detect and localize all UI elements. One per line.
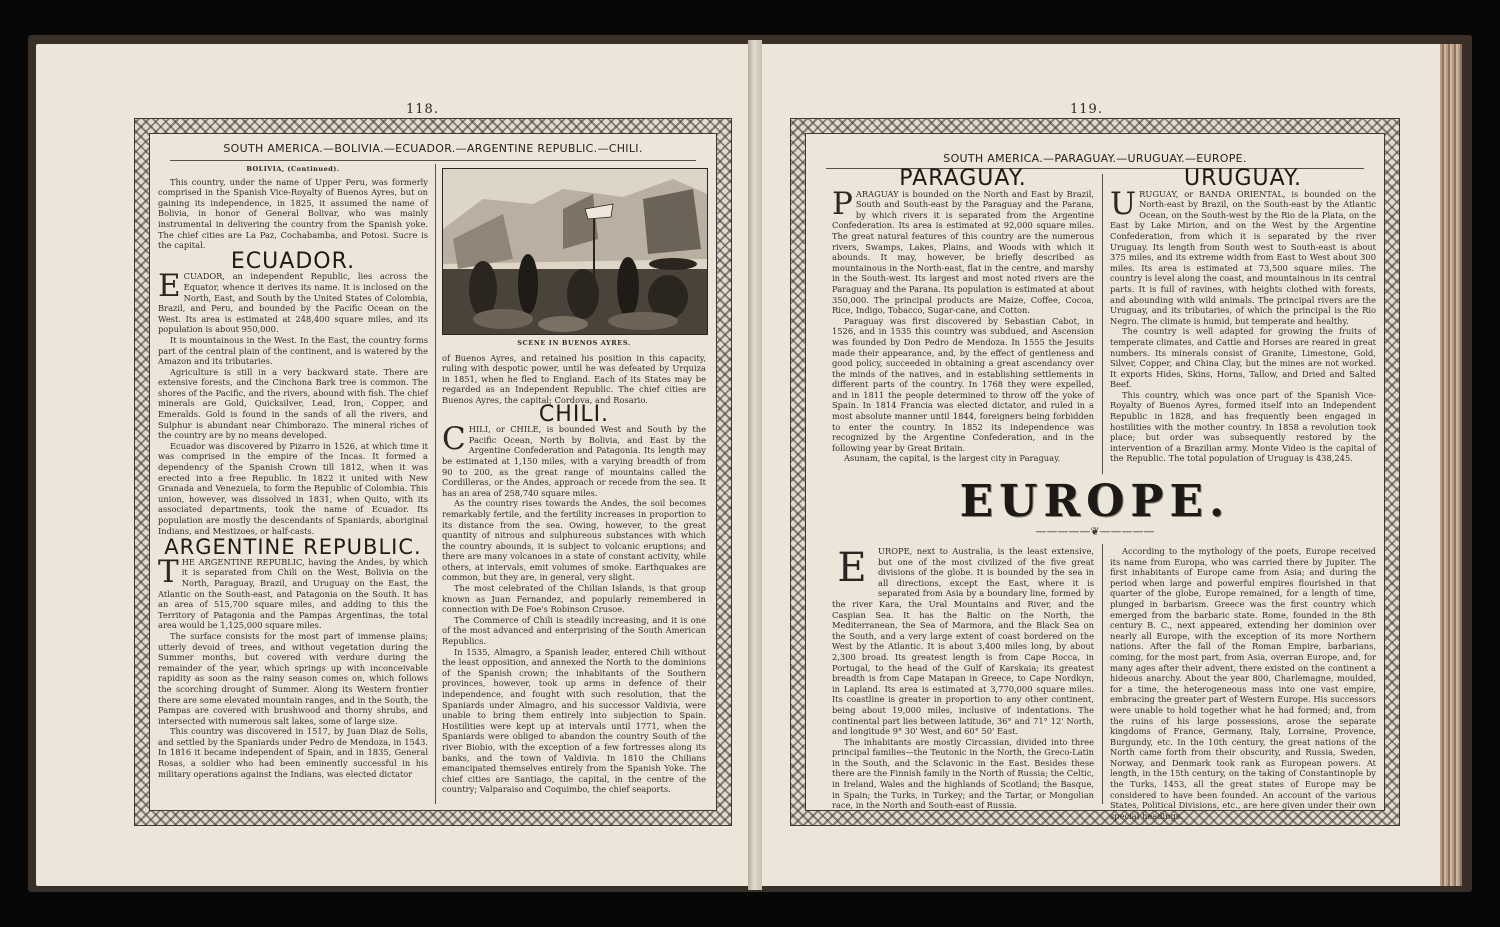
uruguay-column: [1110, 166, 1376, 464]
europe-paragraph-2: The inhabitants are mostly Circassian, divided into three principal families—the Teutonic in the North, the Greco-Latin in the South, and the Sclavonic in the East. Besides these there are the Finnish family in the North of Russia; the Celtic, in Ireland, Wales and the highlands of Scotland; the Basque, in Spain; the Turks, in Turkey; and the Tartar, or Mongolian race, in the North and South-east of Russia.: [832, 736, 1094, 811]
europe-paragraph-3: According to the mythology of the poets, Europe received its name from Europa, who was carried there by Jupiter. The first inhabitants of Europe came from Asia; and during the period when large and powerful empires flourished in that quarter of the globe, Europe remained, for a length of time, plunged in barbarism. Greece was the first country which emerged from the barbaric state. Rome, founded in the 8th century B. C., next appeared, extending her dominion over nearly all Europe, with the exception of its more Northern nations. After the fall of the Roman Empire, barbarians, coming, for the most part, from Asia, overran Europe, and, for many ages after their advent, there existed on the continent a hideous anarchy. About the year 800, Charlemagne, moulded, for a time, the heterogeneous mass into one vast empire, embracing the greater part of Western Europe. His successors were unable to hold together what he had formed; and, from the ruins of his large possessions, arose the separate kingdoms of France, Germany, Italy, Lorraine, Provence, Burgundy, etc. In the 10th century, the great nations of the North came forth from their obscurity, and Russia, Sweden, Norway, and Denmark took rank as European powers. At length, in the 15th century, on the taking of Constantinople by the Turks, 1453, all the great states of Europe may be considered to have been founded. An account of the various States, Political Divisions, etc., are here given under their own special headings.: [1110, 546, 1376, 821]
engraving-caption: SCENE IN BUENOS AYRES.: [517, 339, 631, 347]
paraguay-heading: PARAGUAY.: [899, 166, 1027, 191]
paraguay-text-1: ARAGUAY is bounded on the North and East by Brazil, South and South-east by the Paraguay and the Parana, by which rivers it is separated from the Argentine Confederation. Its area is estimated at 92,000 square miles. The great natural features of this country are the numerous rivers, Swamps, Lakes, Plains, and Woods with which it abounds. It may, however, be briefly described as mountainous in the North-east, flat in the centre, and marshy in the South-west. Its largest and most noted rivers are the Paraguay and the Parana. Its population is estimated at about 350,000. The principal products are Maize, Coffee, Cocoa, Rice, Indigo, Tobacco, Sugar-cane, and Cotton.: [832, 188, 1094, 316]
argentine-paragraph-2: The surface consists for the most part of immense plains; utterly devoid of trees, and without vegetation during the Summer months, but covered with verdure during the remainder of the year, which springs up with inconceivable rapidity as soon as the rainy season comes on, which follows the scorching drought of Summer. Along its Western frontier there are some elevated mountain ranges, and in the South, the Pampas are covered with brushwood and thorny shrubs, and intersected with numerous salt lakes, some of large size.: [158, 630, 428, 726]
engraving-illustration: [443, 169, 707, 334]
chili-paragraph-3: The most celebrated of the Chilian Islands, is that group known as Juan Fernandez, and popularly remembered in connection with De Foe's Robinson Crusoe.: [442, 583, 706, 615]
paraguay-column: [832, 166, 1094, 464]
ornament-divider: —————❦—————: [1035, 525, 1155, 538]
uruguay-text-1: RUGUAY, or BANDA ORIENTAL, is bounded on the North-east by Brazil, on the South-east by the Atlantic Ocean, on the South-west by the Rio de la Plata, on the East by Lake Mirion, and on the West by the Argentine Confederation, from which it is separated by the river Uruguay. Its length from South west to South-east is about 375 miles, and its extreme width from East to West about 300 miles. Its area is estimated at 73,500 square miles. The country is level along the coast, and mountainous in its central parts. It is full of ravines, with heights clothed with forests, and abounding with wild animals. The principal rivers are the Uruguay, and its tributaries, of which the principal is the Rio Negro. The climate is humid, but temperate and healthy.: [1110, 188, 1376, 326]
europe-heading: EUROPE.: [959, 476, 1231, 527]
paraguay-paragraph-1: [832, 185, 1094, 316]
page-edges: [1440, 44, 1462, 886]
chili-heading: CHILI.: [538, 401, 610, 427]
argentine-paragraph-3: This country was discovered in 1517, by Juan Diaz de Solis, and settled by the Spaniards under Pedro de Mendoza, in 1543. In 1816 it became independent of Spain, and in 1835, General Rosas, a soldier who had been eminently successful in his military operations against the Indians, was elected dictator: [158, 726, 428, 779]
ornament-icon: ❦: [1090, 525, 1100, 538]
left-column-2: [442, 168, 706, 795]
right-content-panel: [805, 133, 1385, 821]
page-number-left: 118.: [406, 102, 439, 117]
column-divider-right-bottom: [1102, 544, 1103, 804]
left-content-panel: [149, 133, 717, 811]
ecuador-paragraph-2: It is mountainous in the West. In the East, the country forms part of the central plain of the continent, and is watered by the Amazon and its tributaries.: [158, 334, 428, 367]
paraguay-paragraph-2: Paraguay was first discovered by Sebastian Cabot, in 1526, and in 1535 this country was subdued, and Ascension was founded by Don Pedro de Mendoza. In 1555 the Jesuits made their appearance, and, by the effect of gentleness and good policy, succeeded in obtaining a great ascendancy over the minds of the natives, and in establishing settlements in different parts of the country. In 1768 they were expelled, and in 1811 the people determined to throw off the yoke of Spain. In 1814 Francia was elected dictator, and ruled in a most absolute manner until 1844, foreigners being forbidden to enter the country. In 1852 its independence was recognized by the Argentine Confederation, and in the following year by Great Britain.: [832, 315, 1094, 453]
argentine-paragraph-1: [158, 553, 428, 631]
book-gutter: [748, 40, 762, 890]
europe-text-1: UROPE, next to Australia, is the least extensive, but one of the most civilized of the five great divisions of the globe. It is bounded by the sea in all directions, except the East, where it is separated from Asia by a boundary line, formed by the river Kara, the Ural Mountains and River, and the Caspian Sea. It has the Baltic on the North, the Mediterranean, the Sea of Marmora, and the Black Sea on the South, and a very large extent of coast bordered on the West by the Atlantic. It is about 3,400 miles long, by about 2,300 broad. Its greatest length is from Cape Rocca, in Portugal, to the head of the Gulf of Karskaia; its greatest breadth is from Cape Matapan in Greece, to Cape Nordkyn, in Lapland. Its area is estimated at 3,770,000 square miles. Its coastline is greater in proportion to any other continent, being about 19,000 miles, inclusive of indentations. The continental part lies between latitude, 36° and 71° 12' North, and longitude 9° 30' West, and 60° 50' East.: [832, 546, 1094, 737]
chili-paragraph-4: The Commerce of Chili is steadily increasing, and it is one of the most advanced and enterprising of the South American Republics.: [442, 614, 706, 647]
bolivia-paragraph: This country, under the name of Upper Peru, was formerly comprised in the Spanish Vice-Royalty of Buenos Ayres, but on gaining its independence, in 1825, it assumed the name of Bolivia, in honor of General Bolivar, who was mainly instrumental in delivering the country from the Spanish yoke. The chief cities are La Paz, Cochabamba, and Potosi. Sucre is the capital.: [158, 176, 428, 251]
chili-text-1: HILI, or CHILE, is bounded West and South by the Pacific Ocean, North by Bolivia, and East by the Argentine Confederation and Patagonia. Its length may be estimated at 1,150 miles, with a varying breadth of from 90 to 200, as the great range of mountains called the Cordilleras, or the Andes, approach or recede from the sea. It has an area of 258,740 square miles.: [442, 424, 706, 498]
left-running-header: SOUTH AMERICA.—BOLIVIA.—ECUADOR.—ARGENTINE REPUBLIC.—CHILI.: [223, 142, 643, 155]
paraguay-paragraph-3: Asunam, the capital, is the largest city in Paraguay.: [844, 453, 1061, 464]
uruguay-dropcap: U: [1110, 185, 1137, 222]
uruguay-paragraph-1: [1110, 185, 1376, 327]
chili-paragraph-5: In 1535, Almagro, a Spanish leader, entered Chili without the least opposition, and annexed the North to the dominions of the Spanish crown; the inhabitants of the Southern provinces, however, took up arms in defence of their independence, and fought with such resolution, that the Spaniards under Almagro, and his successor Valdivia, were unable to bring them entirely into subjection to Spain. Hostilities were kept up at intervals until 1771, when the Spaniards were obliged to abandon the country South of the river Biobio, with the exception of a few fortresses along its banks, and the town of Valdivia. In 1810 the Chilians emancipated themselves entirely from the Spanish Yoke. The chief cities are Santiago, the capital, in the centre of the country; Valparaiso and Coquimbo, the chief seaports.: [442, 646, 706, 795]
uruguay-heading: URUGUAY.: [1184, 166, 1302, 191]
buenos-ayres-engraving: [442, 168, 708, 335]
europe-title-block: [806, 478, 1384, 538]
right-ornamental-border: [790, 118, 1400, 826]
argentine-continued: of Buenos Ayres, and retained his position in this capacity, ruling with despotic power, until he was defeated by Urquiza in 1851, when he fled to England. Each of its States may be regarded as an Independent Republic. The chief cities are Buenos Ayres, the capital; Cordova, and Rosario.: [442, 352, 706, 405]
uruguay-paragraph-2: The country is well adapted for growing the fruits of temperate climates, and Cattle and Horses are reared in great numbers. Its minerals consist of Granite, Limestone, Gold, Silver, Copper, and China Clay, but the mines are not worked. It exports Hides, Skins, Horns, Tallow, and Dried and Salted Beef.: [1110, 326, 1376, 390]
header-rule: [170, 160, 696, 161]
europe-column-2: [1110, 546, 1376, 821]
europe-column-1: [832, 546, 1094, 811]
ecuador-paragraph-3: Agriculture is still in a very backward state. There are extensive forests, and the Cinchona Bark tree is common. The shores of the Pacific, and the rivers, abound with fish. The chief minerals are Gold, Quicksilver, Lead, Iron, Copper, and Emeralds. Gold is found in the sands of all the rivers, and Sulphur is abundant near Chimborazo. The mineral riches of the country are by no means developed.: [158, 366, 428, 441]
chili-paragraph-1: [442, 421, 706, 498]
europe-illuminated-dropcap: E: [837, 545, 867, 591]
argentine-text-1: HE ARGENTINE REPUBLIC, having the Andes, by which it is separated from Chili on the West, Bolivia on the North, Paraguay, Brazil, and Uruguay on the East, the Atlantic on the South-east, and Patagonia on the South. It has an area of 515,700 square miles, and adding to this the Territory of Patagonia and the Pampas Argentinas, the total area would be 1,125,000 square miles.: [158, 556, 428, 631]
europe-paragraph-1: [832, 546, 1094, 737]
page-number-right: 119.: [1070, 102, 1103, 117]
argentine-dropcap: T: [158, 553, 179, 590]
left-column-1: [158, 164, 428, 779]
ecuador-dropcap: E: [158, 268, 181, 305]
left-ornamental-border: [134, 118, 732, 826]
right-running-header: SOUTH AMERICA.—PARAGUAY.—URUGUAY.—EUROPE.: [943, 152, 1247, 165]
column-divider-right-top: [1102, 174, 1103, 474]
argentine-heading: ARGENTINE REPUBLIC.: [164, 535, 422, 560]
ecuador-heading: ECUADOR.: [230, 248, 356, 274]
paraguay-dropcap: P: [832, 185, 853, 222]
bolivia-subtitle: BOLIVIA, (Continued).: [246, 165, 340, 173]
ecuador-paragraph-1: [158, 268, 428, 335]
ecuador-text-1: CUADOR, an independent Republic, lies across the Equator, whence it derives its name. It is inclosed on the North, East, and South by the United States of Colombia, Brazil, and Peru, and bounded by the Pacific Ocean on the West. Its area is estimated at 248,400 square miles, and its population is about 950,000.: [158, 271, 428, 335]
chili-dropcap: C: [442, 421, 466, 458]
column-divider: [435, 164, 436, 804]
chili-paragraph-2: As the country rises towards the Andes, the soil becomes remarkably fertile, and the fertility increases in proportion to its distance from the sea. Owing, however, to the great quantity of nitrous and sulphureous substances with which the country abounds, it is subject to volcanic eruptions; and there are many volcanoes in a state of constant activity, while others, at intervals, emit volumes of smoke. Earthquakes are common, but they are, in general, very slight.: [442, 498, 706, 583]
ecuador-paragraph-4: Ecuador was discovered by Pizarro in 1526, at which time it was comprised in the empire of the Incas. It formed a dependency of the Spanish Crown till 1812, when it was erected into a free Republic. In 1822 it united with New Granada and Venezuela, to form the Republic of Colombia. This union, however, was dissolved in 1831, when Quito, with its associated departments, took the name of Ecuador. Its population are mostly the descendants of Spaniards, aboriginal Indians, and Mestizoes, or half-casts.: [158, 440, 428, 536]
uruguay-paragraph-3: This country, which was once part of the Spanish Vice-Royalty of Buenos Ayres, formed itself into an Independent Republic in 1828, and has frequently been engaged in hostilities with the mother country. In 1858 a revolution took place; but order was subsequently restored by the intervention of a Brazilian army. Monte Video is the capital of the Republic. The total population of Uruguay is 438,245.: [1110, 389, 1376, 464]
